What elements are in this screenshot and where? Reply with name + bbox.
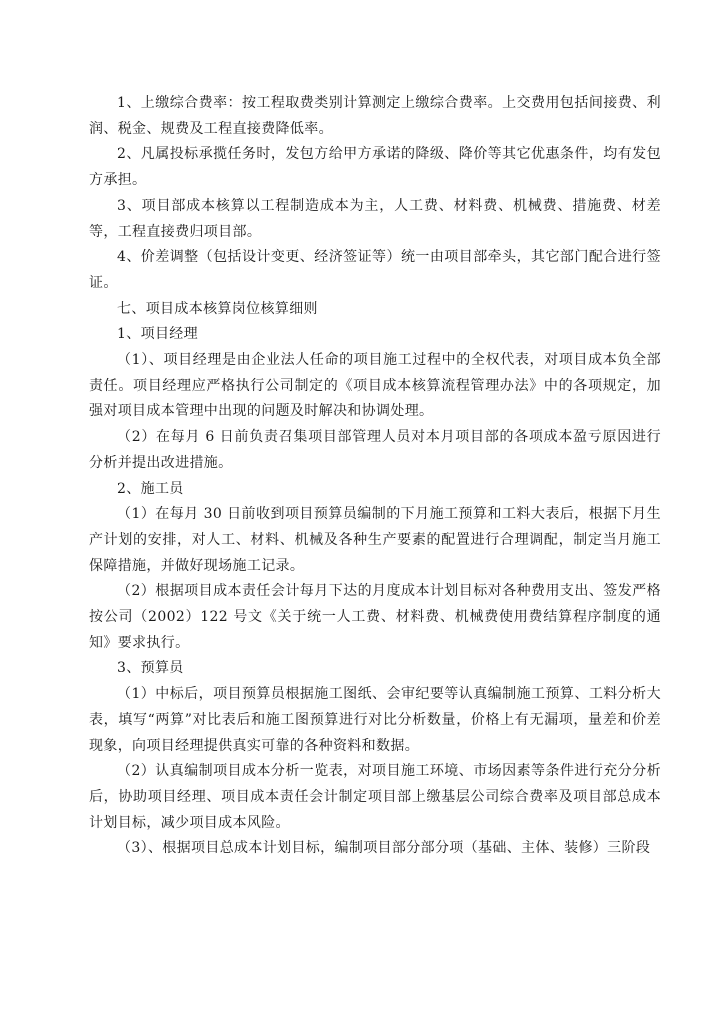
paragraph-cost-accounting: 3、项目部成本核算以工程制造成本为主，人工费、材料费、机械费、措施费、材差等，工程直接费归项目部。 (89, 197, 661, 240)
paragraph-fee-rate: 1、上缴综合费率：按工程取费类别计算测定上缴综合费率。上交费用包括间接费、利润、税金、规费及工程直接费降低率。 (89, 95, 661, 137)
paragraph-worker-duty-2: （2）根据项目成本责任会计每月下达的月度成本计划目标对各种费用支出、签发严格按公司（2002）122 号文《关于统一人工费、材料费、机械费使用费结算程序制度的通知》要求执行。 (89, 583, 661, 651)
paragraph-price-adjustment: 4、价差调整（包括设计变更、经济签证等）统一由项目部牵头，其它部门配合进行签证。 (89, 249, 661, 291)
section-heading: 七、项目成本核算岗位核算细则 (117, 300, 318, 317)
paragraph-bidding-terms: 2、凡属投标承揽任务时，发包方给甲方承诺的降级、降价等其它优惠条件，均有发包方承担。 (89, 146, 661, 189)
paragraph-budget-duty-2: （2）认真编制项目成本分析一览表，对项目施工环境、市场因素等条件进行充分分析后，协助项目经理、项目成本责任会计制定项目部上缴基层公司综合费率及项目部总成本计划目标，减少项目成本风险。 (89, 763, 661, 831)
paragraph-budget-duty-3: （3）、根据项目总成本计划目标，编制项目部分部分项（基础、主体、装修）三阶段 (117, 840, 651, 857)
document-body (89, 91, 661, 862)
subheading-project-manager: 1、项目经理 (117, 326, 199, 343)
paragraph-budget-duty-1: （1）中标后，项目预算员根据施工图纸、会审纪要等认真编制施工预算、工料分析大表，填写“两算”对比表后和施工图预算进行对比分析数量，价格上有无漏项，量差和价差现象，向项目经理提供真实可靠的各种资料和数据。 (89, 686, 661, 754)
subheading-construction-worker: 2、施工员 (117, 480, 184, 497)
paragraph-manager-duty-1: （1）、项目经理是由企业法人任命的项目施工过程中的全权代表，对项目成本负全部责任。项目经理应严格执行公司制定的《项目成本核算流程管理办法》中的各项规定，加强对项目成本管理中出现的问题及时解决和协调处理。 (89, 352, 661, 420)
paragraph-manager-duty-2: （2）在每月 6 日前负责召集项目部管理人员对本月项目部的各项成本盈亏原因进行分析并提出改进措施。 (89, 429, 661, 471)
paragraph-worker-duty-1: （1）在每月 30 日前收到项目预算员编制的下月施工预算和工料大表后，根据下月生产计划的安排，对人工、材料、机械及各种生产要素的配置进行合理调配，制定当月施工保障措施，并做好现场施工记录。 (89, 506, 661, 574)
subheading-budget-officer: 3、预算员 (117, 660, 184, 677)
